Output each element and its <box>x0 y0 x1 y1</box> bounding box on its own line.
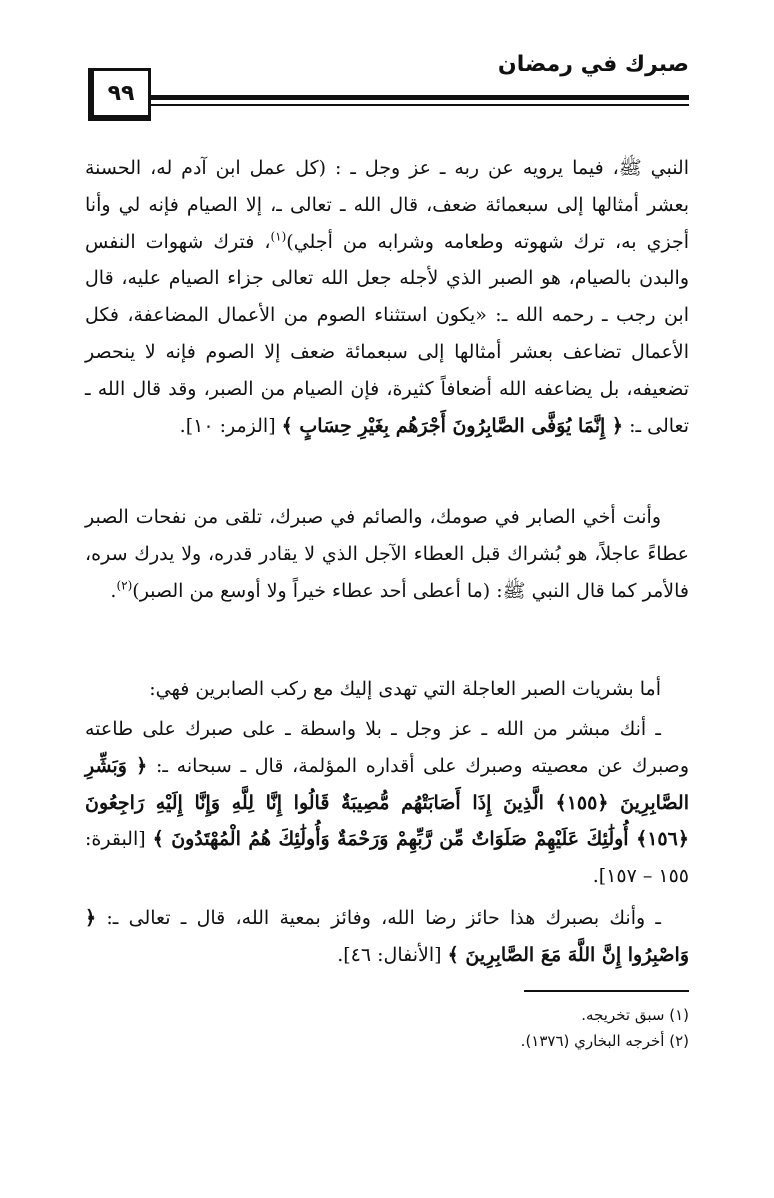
verse-reference: [الزمر: ١٠]. <box>179 414 276 437</box>
paragraph-text: ، فترك شهوات النفس والبدن بالصيام، هو الصبر الذي لأجله جعل الله تعالى جزاء الصيام عليه، قال ابن رجب ـ رحمه الله ـ: «يكون استثناء الصوم من الأعمال المضاعفة، فكل الأعمال تضاعف بعشر أمثالها إلى سبعمائة ضعف إلا الصوم فإنه لا ينحصر تضعيفه، بل يضاعفه الله أضعافاً كثيرة، فإن الصيام من الصبر، وقد قال الله ـ تعالى ـ: <box>85 230 689 437</box>
footnote-ref-2: (٢) <box>116 578 133 593</box>
footnote-divider <box>524 990 689 992</box>
footnote-2: (٢) أخرجه البخاري (١٣٧٦). <box>520 1032 689 1050</box>
running-header-title: صبرك في رمضان <box>497 52 689 77</box>
paragraph-text: النبي ﷺ، فيما يرويه عن ربه ـ عز وجل ـ : (كل عمل ابن آدم له، الحسنة بعشر أمثالها إلى سبعمائة ضعف، قال الله ـ تعالى ـ، إلا الصيام فإنه لي وأنا أجزي به، ترك شهوته وطعامه وشرابه من أجلي) <box>85 157 689 253</box>
header-rule-thick <box>148 95 689 100</box>
header-rule-thin <box>148 104 689 106</box>
paragraph-text: وأنت أخي الصابر في صومك، والصائم في صبرك، تلقى من نفحات الصبر عطاءً عاجلاً، هو بُشراك قبل العطاء الآجل الذي لا يقادر قدره، ولا يدرك سره، فالأمر كما قال النبي ﷺ: (ما أعطى أحد عطاء خيراً ولا أوسع من الصبر) <box>85 506 689 602</box>
body-paragraph-1 <box>85 150 689 444</box>
verse-reference: [الأنفال: ٤٦]. <box>337 943 442 966</box>
quran-verse: ﴿ وَبَشِّرِ الصَّابِرِينَ ﴿١٥٥﴾ الَّذِينَ إِذَا أَصَابَتْهُم مُّصِيبَةٌ قَالُوا إِنَّا لِلَّهِ وَإِنَّا إِلَيْهِ رَاجِعُونَ ﴿١٥٦﴾ أُولَٰئِكَ عَلَيْهِمْ صَلَوَاتٌ مِّن رَّبِّهِمْ وَرَحْمَةٌ وَأُولَٰئِكَ هُمُ الْمُهْتَدُونَ ﴾ <box>85 754 689 851</box>
paragraph-text: أما بشريات الصبر العاجلة التي تهدى إليك مع ركب الصابرين فهي: <box>149 678 661 700</box>
verse-reference: [البقرة: ١٥٥ – ١٥٧]. <box>85 828 689 888</box>
footnotes <box>521 1002 689 1054</box>
body-paragraph-2 <box>85 499 689 609</box>
paragraph-text: ـ أنك مبشر من الله ـ عز وجل ـ بلا واسطة ـ على صبرك على طاعته وصبرك عن معصيته وصبرك على أقداره المؤلمة، قال ـ سبحانه ـ: <box>85 718 689 777</box>
paragraph-text: ـ وأنك بصبرك هذا حائز رضا الله، وفائز بمعية الله، قال ـ تعالى ـ: <box>106 907 661 929</box>
footnote-ref-1: (١) <box>270 229 287 244</box>
quran-verse: ﴿ إِنَّمَا يُوَفَّى الصَّابِرُونَ أَجْرَهُم بِغَيْرِ حِسَابٍ ﴾ <box>281 414 624 437</box>
page-number: ٩٩ <box>107 80 135 106</box>
quran-verse: ﴿ وَاصْبِرُوا إِنَّ اللَّهَ مَعَ الصَّابِرِينَ ﴾ <box>85 907 689 966</box>
body-paragraph-5 <box>85 900 689 974</box>
page-number-box <box>88 68 151 121</box>
body-paragraph-4 <box>85 711 689 895</box>
footnote-1: (١) سبق تخريجه. <box>581 1006 689 1024</box>
body-paragraph-3 <box>85 671 689 708</box>
paragraph-text: . <box>110 579 117 602</box>
